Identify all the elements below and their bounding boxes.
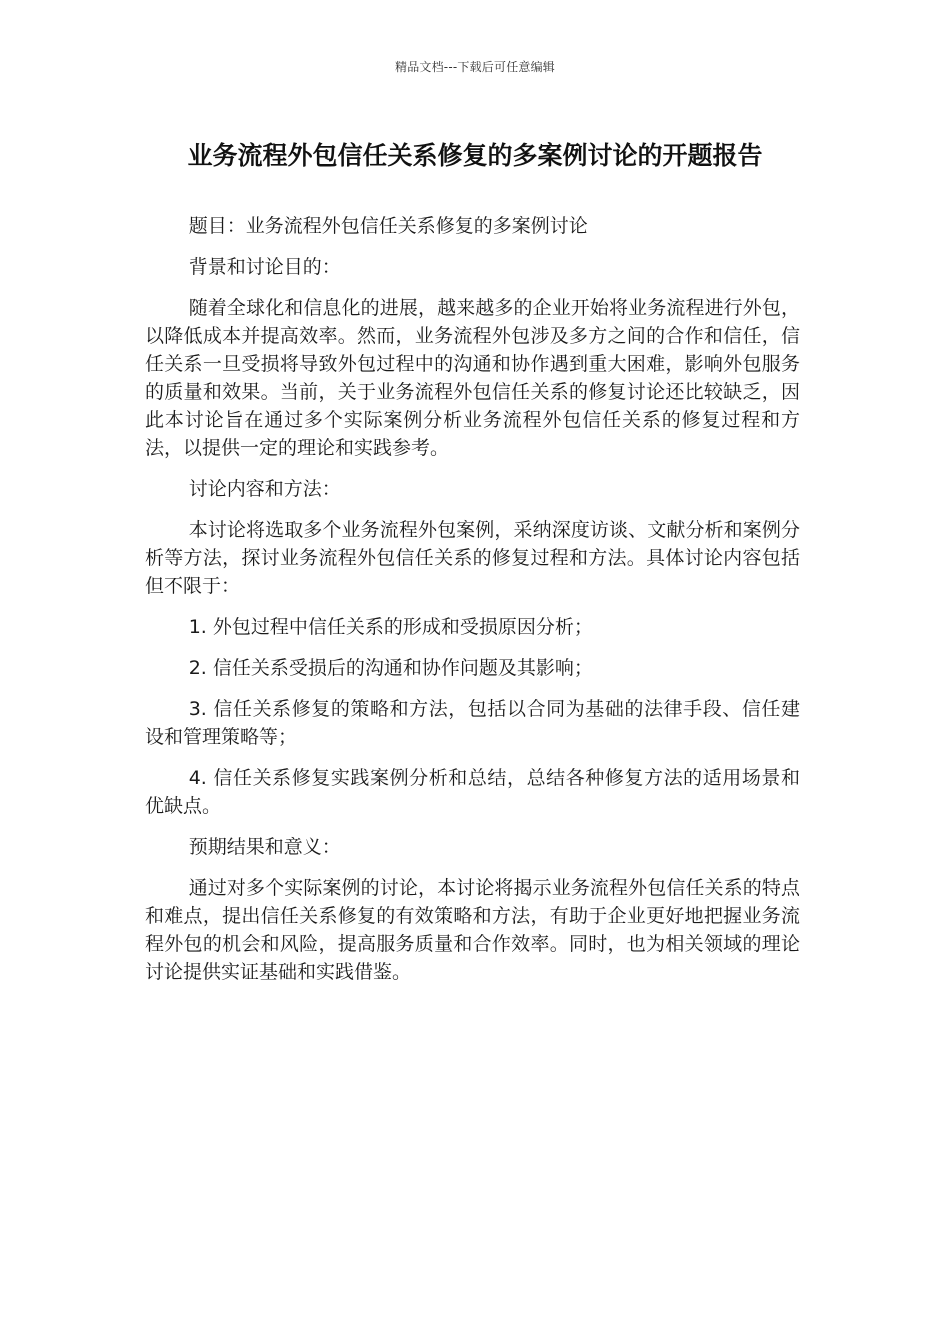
header-note: 精品文档---下载后可任意编辑 <box>395 60 555 74</box>
document-body <box>145 212 800 999</box>
results-paragraph: 通过对多个实际案例的讨论，本讨论将揭示业务流程外包信任关系的特点和难点，提出信任关系修复的有效策略和方法，有助于企业更好地把握业务流程外包的机会和风险，提高服务质量和合作效率。同时，也为相关领域的理论讨论提供实证基础和实践借鉴。 <box>145 877 800 983</box>
background-paragraph: 随着全球化和信息化的进展，越来越多的企业开始将业务流程进行外包，以降低成本并提高效率。然而，业务流程外包涉及多方之间的合作和信任，信任关系一旦受损将导致外包过程中的沟通和协作遇到重大困难，影响外包服务的质量和效果。当前，关于业务流程外包信任关系的修复讨论还比较缺乏，因此本讨论旨在通过多个实际案例分析业务流程外包信任关系的修复过程和方法，以提供一定的理论和实践参考。 <box>145 297 800 459</box>
section-heading-content: 讨论内容和方法： <box>188 478 341 500</box>
list-item: 4. 信任关系修复实践案例分析和总结，总结各种修复方法的适用场景和优缺点。 <box>145 767 800 817</box>
document-title: 业务流程外包信任关系修复的多案例讨论的开题报告 <box>187 141 763 170</box>
section-heading-results: 预期结果和意义： <box>188 836 341 858</box>
list-item: 1. 外包过程中信任关系的形成和受损原因分析； <box>188 616 593 638</box>
list-item: 2. 信任关系受损后的沟通和协作问题及其影响； <box>188 657 593 679</box>
list-item: 3. 信任关系修复的策略和方法，包括以合同为基础的法律手段、信任建设和管理策略等； <box>145 698 800 748</box>
content-paragraph: 本讨论将选取多个业务流程外包案例，采纳深度访谈、文献分析和案例分析等方法，探讨业务流程外包信任关系的修复过程和方法。具体讨论内容包括但不限于： <box>145 519 800 597</box>
section-heading-background: 背景和讨论目的： <box>188 256 341 278</box>
topic-line: 题目：业务流程外包信任关系修复的多案例讨论 <box>188 215 588 237</box>
